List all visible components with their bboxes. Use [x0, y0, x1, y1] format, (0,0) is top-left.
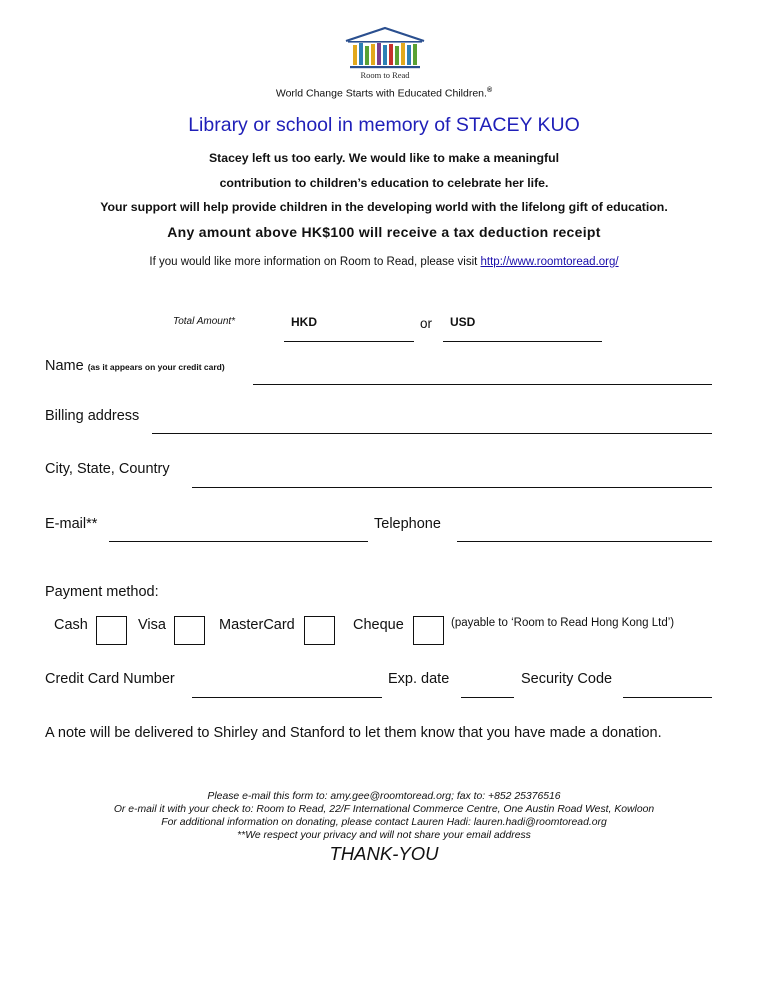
name-field[interactable]: [253, 384, 712, 385]
billing-address-field[interactable]: [152, 433, 712, 434]
bookshelf-logo-icon: [342, 26, 428, 70]
room-to-read-logo: [342, 26, 428, 82]
exp-date-field[interactable]: [461, 697, 514, 698]
intro-line-2: contribution to children’s education to celebrate her life.: [219, 176, 549, 190]
telephone-field[interactable]: [457, 541, 712, 542]
email-label: E-mail**: [45, 516, 98, 532]
credit-card-number-label: Credit Card Number: [45, 671, 175, 687]
mastercard-checkbox[interactable]: [304, 616, 335, 645]
payment-method-label: Payment method:: [45, 584, 159, 600]
footer-line-3: For additional information on donating, please contact Lauren Hadi: lauren.hadi@roomtoread.org: [161, 817, 607, 828]
security-code-field[interactable]: [623, 697, 712, 698]
cheque-payable-note: (payable to ‘Room to Read Hong Kong Ltd’): [451, 617, 675, 629]
footer-line-2: Or e-mail it with your check to: Room to Read, 22/F International Commerce Centre, One Austin Road West, Kowloon: [113, 804, 655, 815]
usd-amount-field[interactable]: [443, 341, 602, 342]
hkd-amount-field[interactable]: [284, 341, 414, 342]
thank-you: THANK-YOU: [329, 843, 439, 864]
hkd-label: HKD: [291, 315, 317, 329]
or-label: or: [420, 316, 433, 331]
billing-address-label: Billing address: [45, 408, 140, 424]
email-field[interactable]: [109, 541, 368, 542]
registered-mark: ®: [486, 87, 493, 94]
tagline-text: World Change Starts with Educated Children.: [275, 87, 487, 100]
credit-card-number-field[interactable]: [192, 697, 382, 698]
visa-checkbox[interactable]: [174, 616, 205, 645]
total-amount-label: Total Amount*: [173, 316, 236, 327]
name-label: [45, 358, 225, 374]
name-label-text: Name: [45, 358, 84, 374]
telephone-label: Telephone: [374, 516, 441, 532]
mastercard-label: MasterCard: [219, 617, 295, 633]
cheque-checkbox[interactable]: [413, 616, 444, 645]
footer-line-4: **We respect your privacy and will not share your email address: [237, 830, 531, 841]
donation-note: A note will be delivered to Shirley and Stanford to let them know that you have made a donation.: [45, 725, 662, 741]
page-title: Library or school in memory of STACEY KUO: [188, 114, 580, 136]
city-state-country-label: City, State, Country: [45, 461, 170, 477]
tax-deduction-note: Any amount above HK$100 will receive a tax deduction receipt: [167, 224, 601, 240]
usd-label: USD: [450, 315, 476, 329]
logo-name: Room to Read: [360, 70, 410, 80]
info-text: If you would like more information on Room to Read, please visit: [149, 256, 481, 268]
intro-line-3: Your support will help provide children in the developing world with the lifelong gift of education.: [100, 200, 668, 214]
cash-checkbox[interactable]: [96, 616, 127, 645]
exp-date-label: Exp. date: [388, 671, 450, 687]
visa-label: Visa: [138, 617, 166, 633]
cheque-label: Cheque: [353, 617, 404, 633]
tagline: [0, 87, 768, 100]
name-label-note: (as it appears on your credit card): [87, 362, 225, 372]
cash-label: Cash: [54, 617, 88, 633]
info-line: [0, 256, 768, 268]
security-code-label: Security Code: [521, 671, 613, 687]
website-link[interactable]: http://www.roomtoread.org/: [480, 256, 619, 268]
intro-line-1: Stacey left us too early. We would like to make a meaningful: [208, 151, 560, 165]
footer-line-1: Please e-mail this form to: amy.gee@roomtoread.org; fax to: +852 25376516: [207, 791, 561, 802]
city-state-country-field[interactable]: [192, 487, 712, 488]
